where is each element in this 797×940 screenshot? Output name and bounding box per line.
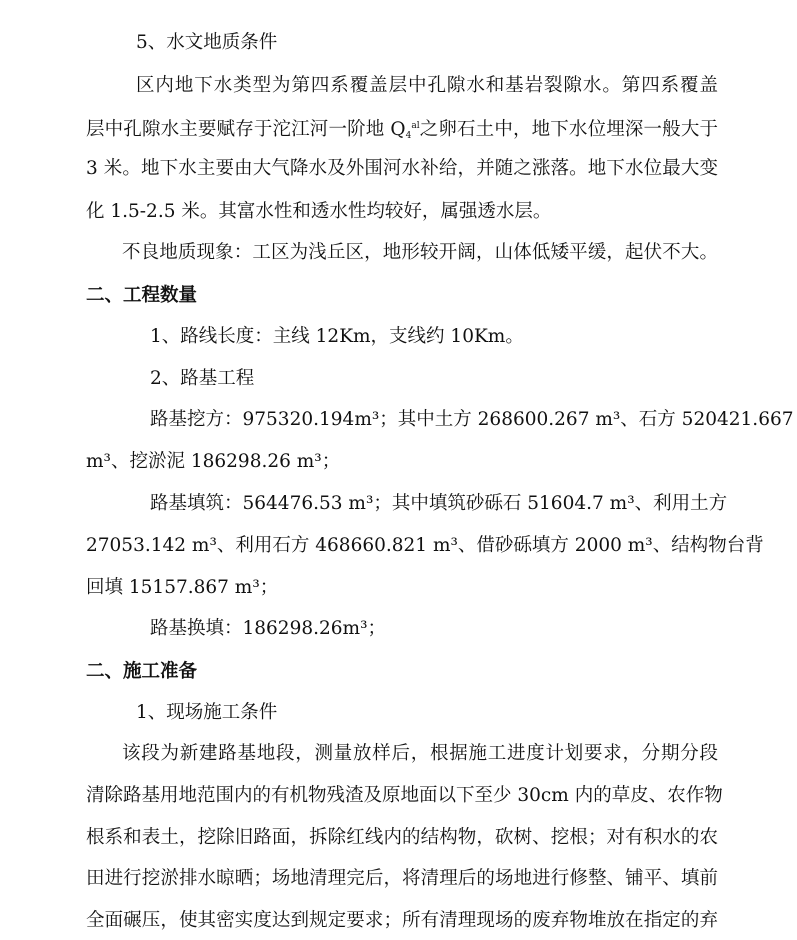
heading-preparation: 二、施工准备 (86, 661, 198, 682)
hydro-line-3: 3 米。地下水主要由大气降水及外围河水补给，并随之涨落。地下水位最大变 (86, 158, 718, 179)
hydro-line-2 (86, 113, 718, 139)
excavation-line-2: m³、挖淤泥 186298.26 m³； (86, 451, 341, 472)
hydro-line-4: 化 1.5-2.5 米。其富水性和透水性均较好，属强透水层。 (86, 201, 552, 222)
quaternary-superscript: al (411, 121, 420, 131)
heading-quantities: 二、工程数量 (86, 285, 198, 306)
site-line-2: 清除路基用地范围内的有机物残渣及原地面以下至少 30cm 内的草皮、农作物 (86, 785, 723, 806)
section-5-title: 5、水文地质条件 (136, 32, 278, 53)
hydro-line-2-text-a: 层中孔隙水主要赋存于沱江河一阶地 Q (86, 119, 406, 140)
site-line-3: 根系和表土，挖除旧路面，拆除红线内的结构物，砍树、挖根；对有积水的农 (86, 827, 718, 848)
site-line-5: 全面碾压，使其密实度达到规定要求；所有清理现场的废弃物堆放在指定的弃 (86, 910, 718, 931)
site-line-4: 田进行挖淤排水晾晒；场地清理完后，将清理后的场地进行修整、铺平、填前 (86, 868, 718, 889)
route-length-item: 1、路线长度：主线 12Km，支线约 10Km。 (150, 326, 524, 347)
quaternary-subscript: 4 (405, 131, 412, 141)
subgrade-works-item: 2、路基工程 (150, 368, 255, 389)
fill-line-2: 27053.142 m³、利用石方 468660.821 m³、借砂砾填方 2000 m³、结构物台背 (86, 535, 764, 556)
fill-line-3: 回填 15157.867 m³； (86, 577, 279, 598)
hydro-line-1: 区内地下水类型为第四系覆盖层中孔隙水和基岩裂隙水。第四系覆盖 (136, 75, 718, 96)
hydro-line-2-text-b: 之卵石土中，地下水位埋深一般大于 (419, 119, 718, 140)
replacement-fill-item: 路基换填：186298.26m³； (150, 618, 387, 639)
excavation-line-1: 路基挖方：975320.194m³；其中土方 268600.267 m³、石方 520421.667 (150, 409, 794, 430)
adverse-geology-paragraph: 不良地质现象：工区为浅丘区，地形较开阔，山体低矮平缓，起伏不大。 (122, 242, 718, 263)
site-conditions-title: 1、现场施工条件 (136, 702, 278, 723)
site-line-1: 该段为新建路基地段，测量放样后，根据施工进度计划要求，分期分段 (122, 743, 718, 764)
fill-line-1: 路基填筑：564476.53 m³；其中填筑砂砾石 51604.7 m³、利用土方 (150, 493, 728, 514)
